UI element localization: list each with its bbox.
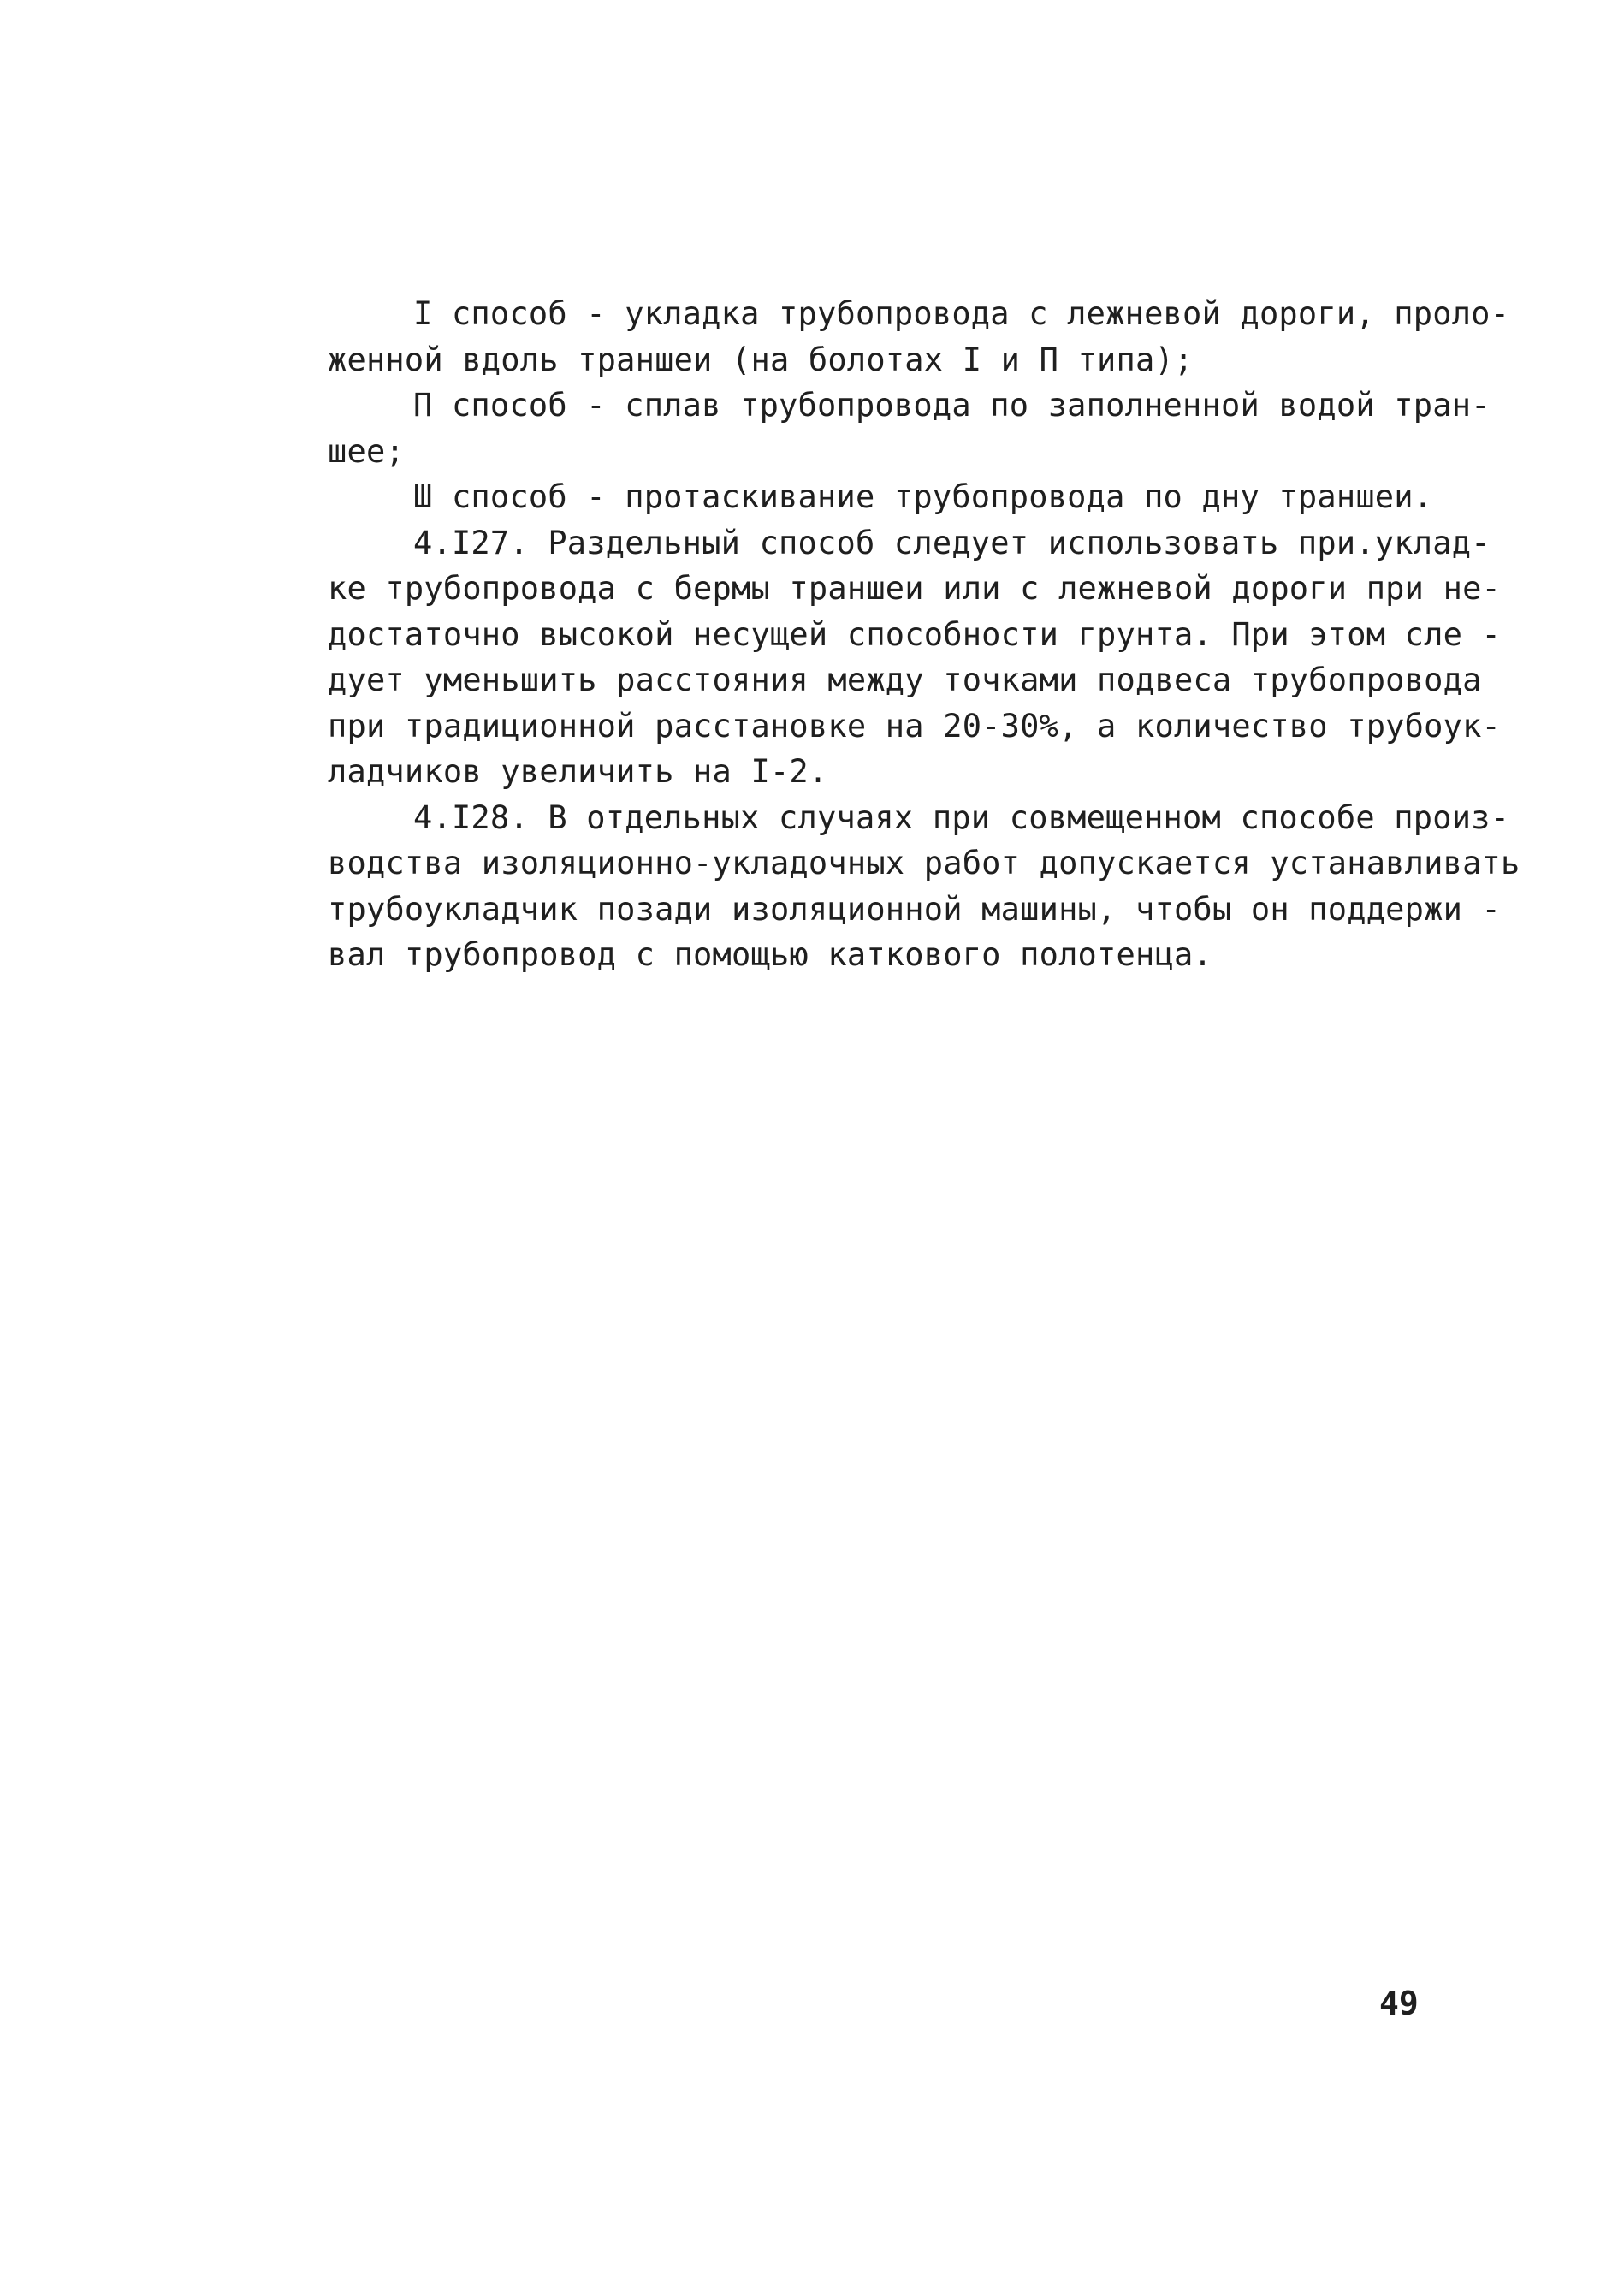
text-line: 4.I28. В отдельных случаях при совмещенном способе произ-: [413, 798, 1510, 836]
page-number: 49: [1379, 1985, 1419, 2022]
text-line: при традиционной расстановке на 20-30%, а количество трубоук-: [328, 707, 1502, 745]
text-line: достаточно высокой несущей способности грунта. При этом сле -: [328, 615, 1502, 653]
text-line: трубоукладчик позади изоляционной машины, чтобы он поддержи -: [328, 890, 1502, 928]
text-line: шее;: [328, 432, 405, 470]
text-line: 4.I27. Раздельный способ следует использовать при.уклад-: [413, 524, 1491, 561]
text-line: Ш способ - протаскивание трубопровода по дну траншеи.: [413, 478, 1433, 515]
text-line: вал трубопровод с помощью каткового полотенца.: [328, 936, 1212, 973]
text-line: ке трубопровода с бермы траншеи или с лежневой дороги при не-: [328, 570, 1502, 607]
text-line: П способ - сплав трубопровода по заполненной водой тран-: [413, 387, 1491, 424]
text-line: I способ - укладка трубопровода с лежневой дороги, проло-: [413, 295, 1510, 332]
text-line: ладчиков увеличить на I-2.: [328, 753, 828, 790]
text-line: женной вдоль траншеи (на болотах I и П типа);: [328, 341, 1194, 378]
text-line: водства изоляционно-укладочных работ допускается устанавливать: [328, 845, 1520, 881]
body-text: [328, 291, 1520, 978]
text-line: дует уменьшить расстояния между точками подвеса трубопровода: [328, 662, 1482, 698]
